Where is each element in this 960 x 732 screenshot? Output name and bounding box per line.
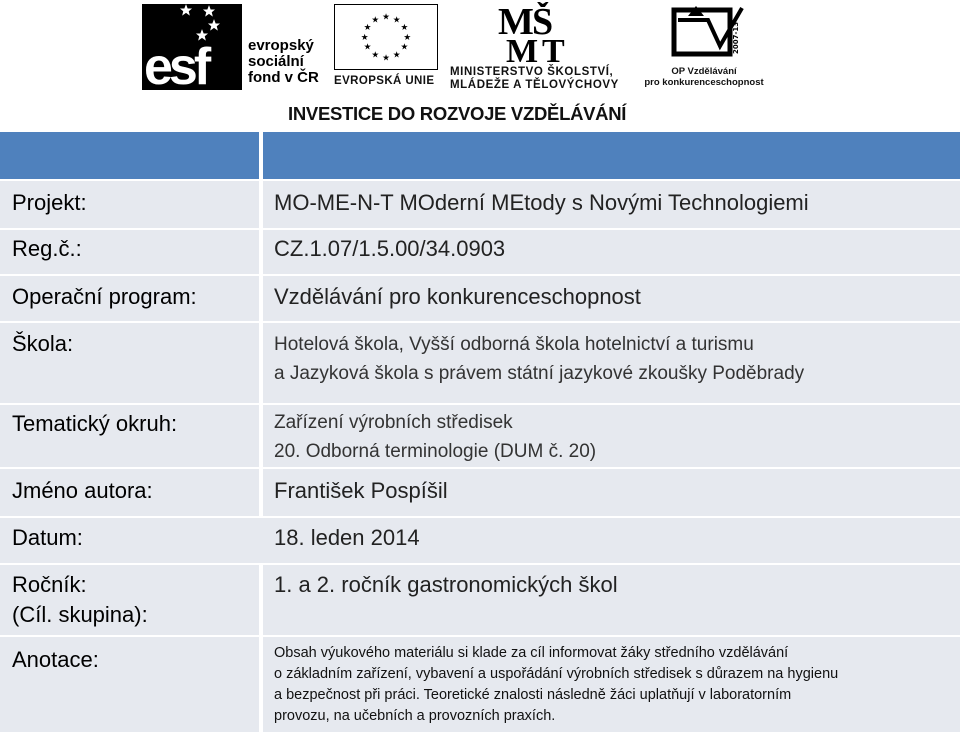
svg-text:★: ★ <box>363 23 372 34</box>
header-cell-right <box>263 132 960 179</box>
svg-text:★: ★ <box>400 23 409 34</box>
svg-text:★: ★ <box>403 32 412 43</box>
svg-text:★: ★ <box>360 32 369 43</box>
cell-datum <box>0 518 960 563</box>
skola-value: Hotelová škola, Vyšší odborná škola hotelnictví a turismu a Jazyková škola s právem státní jazykové zkoušky Poděbrady <box>274 334 805 384</box>
svg-text:M: M <box>498 2 534 43</box>
svg-text:★: ★ <box>371 15 380 26</box>
rocnik-value: 1. a 2. ročník gastronomických škol <box>274 572 618 597</box>
projekt-value: MO-ME-N-T MOderní MEtody s Novými Technologiemi <box>274 190 809 215</box>
datum-value: 18. leden 2014 <box>274 525 420 550</box>
okruh-value: Zařízení výrobních středisek 20. Odborná terminologie (DUM č. 20) <box>274 412 597 462</box>
svg-text:★: ★ <box>382 53 390 64</box>
projekt-label: Projekt: <box>12 190 87 215</box>
autor-value: František Pospíšil <box>274 478 448 503</box>
okruh-label: Tematický okruh: <box>12 411 178 436</box>
skola-label: Škola: <box>12 331 74 356</box>
svg-text:★: ★ <box>382 12 390 23</box>
anotace-value: Obsah výukového materiálu si klade za cíl informovat žáky středního vzdělávání o základním zařízení, vybavení a uspořádání výrobních středisek s důrazem na hygienu a bezpečnost při práci. Teoretické znalosti následně žáci uplatňují v laboratorním provozu, na učebních a provozních praxích. <box>274 645 839 724</box>
header-cell-left <box>0 132 259 179</box>
program-label: Operační program: <box>12 284 197 309</box>
autor-label: Jméno autora: <box>12 478 153 503</box>
esf-logo <box>142 4 242 90</box>
msmt-logo <box>498 2 588 64</box>
reg-label: Reg.č.: <box>12 236 82 261</box>
svg-text:★: ★ <box>363 42 372 53</box>
esf-text: evropský sociální fond v ČR <box>248 37 319 86</box>
svg-text:2007-13: 2007-13 <box>732 21 740 54</box>
svg-text:★: ★ <box>392 50 401 61</box>
svg-text:★: ★ <box>400 42 409 53</box>
svg-text:★: ★ <box>392 15 401 26</box>
anotace-label: Anotace: <box>12 647 99 672</box>
svg-text:esf: esf <box>144 38 208 90</box>
svg-text:M: M <box>506 33 539 64</box>
eu-label: EVROPSKÁ UNIE <box>334 75 435 87</box>
msmt-text: MINISTERSTVO ŠKOLSTVÍ, MLÁDEŽE A TĚLOVÝCHOVY <box>450 66 619 91</box>
reg-value: CZ.1.07/1.5.00/34.0903 <box>274 236 506 261</box>
svg-text:T: T <box>542 33 565 64</box>
investice-tagline: INVESTICE DO ROZVOJE VZDĚLÁVÁNÍ <box>288 103 627 124</box>
eu-flag-icon <box>334 4 438 70</box>
svg-text:Š: Š <box>532 2 554 43</box>
datum-label: Datum: <box>12 525 83 550</box>
op-text: OP Vzdělávání pro konkurenceschopnost <box>644 66 764 88</box>
svg-text:★: ★ <box>371 50 380 61</box>
program-value: Vzdělávání pro konkurenceschopnost <box>274 284 641 309</box>
op-vzdelavani-logo <box>668 6 752 62</box>
rocnik-label: Ročník: (Cíl. skupina): <box>12 572 148 627</box>
